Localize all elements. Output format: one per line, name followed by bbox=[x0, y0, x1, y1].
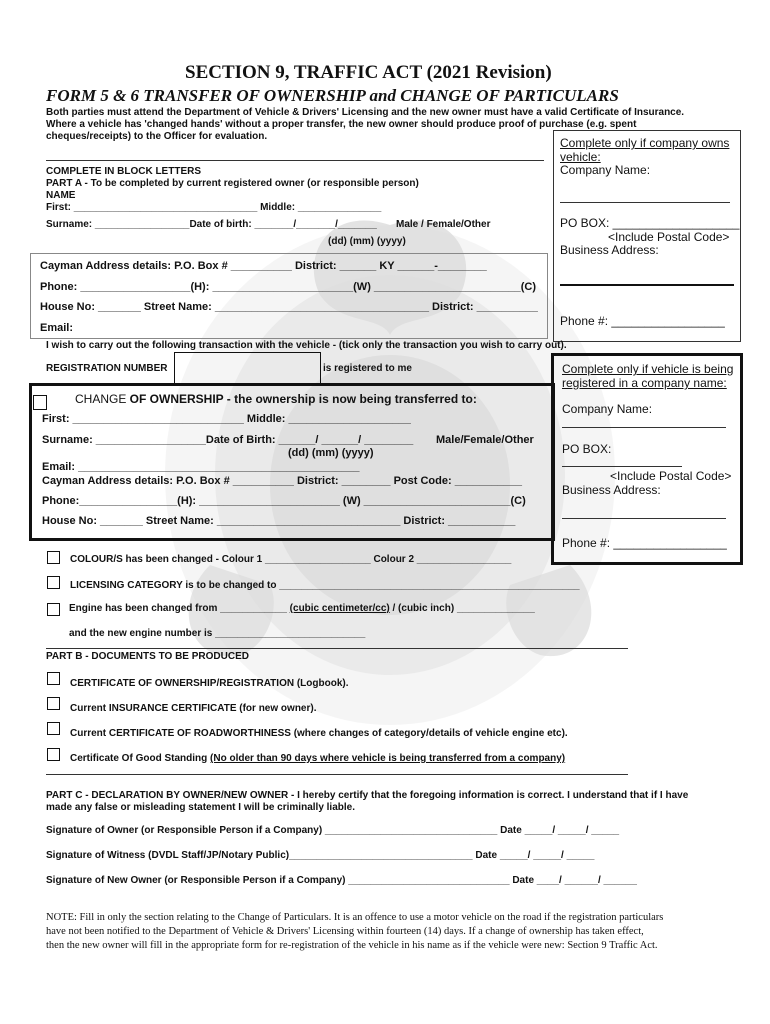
part-c-declaration-2: made any false or misleading statement I will be criminally liable. bbox=[46, 802, 355, 813]
company-box-1-name-label: Company Name: bbox=[560, 163, 651, 177]
company-box-2-business-address: Business Address: bbox=[562, 483, 661, 497]
part-a-email[interactable]: Email: bbox=[40, 322, 74, 334]
company-box-2-postal-note: <Include Postal Code> bbox=[610, 469, 732, 483]
part-b-item-good-standing: Certificate Of Good Standing (No older than 90 days where vehicle is being transferred from a company) bbox=[70, 753, 566, 764]
company-box-2-name-label: Company Name: bbox=[562, 402, 653, 416]
engine-number-field[interactable]: and the new engine number is ___________________________ bbox=[69, 628, 366, 639]
new-owner-date-format: (dd) (mm) (yyyy) bbox=[288, 447, 374, 459]
note-line-3: then the new owner will fill in the appropriate form for re-registration of the vehicle in his name as if the vehicle were new: Section 9 Traffic Act. bbox=[46, 940, 658, 951]
registration-number-input[interactable] bbox=[174, 352, 321, 384]
part-b-item-insurance: Current INSURANCE CERTIFICATE (for new owner). bbox=[70, 703, 317, 714]
engine-change-checkbox[interactable] bbox=[47, 603, 60, 616]
signature-new-owner-field[interactable]: Signature of New Owner (or Responsible Person if a Company) _____________________________ Date ____/ ______/ ______ bbox=[46, 875, 637, 886]
note-line-1: NOTE: Fill in only the section relating to the Change of Particulars. It is an offence to use a motor vehicle on the road if the registration particulars bbox=[46, 912, 664, 923]
roadworthiness-checkbox[interactable] bbox=[47, 722, 60, 735]
part-c-declaration-1: PART C - DECLARATION BY OWNER/NEW OWNER - I hereby certify that the foregoing information is correct. I understand that if I have bbox=[46, 790, 689, 801]
company-box-2-po-box[interactable]: PO BOX: bbox=[562, 442, 612, 456]
intro-line-3: cheques/receipts) to the Officer for evaluation. bbox=[46, 131, 268, 142]
registration-label: REGISTRATION NUMBER bbox=[46, 363, 168, 374]
company-box-2-phone[interactable]: Phone #: _________________ bbox=[562, 536, 727, 550]
block-letters-note: COMPLETE IN BLOCK LETTERS bbox=[46, 166, 201, 177]
page-subtitle: FORM 5 & 6 TRANSFER OF OWNERSHIP and CHANGE OF PARTICULARS bbox=[46, 86, 619, 105]
part-a-surname-field[interactable]: Surname: _________________Date of birth: _______/_______/_______ bbox=[46, 219, 377, 230]
new-owner-gender[interactable]: Male/Female/Other bbox=[436, 434, 534, 446]
intro-line-1: Both parties must attend the Department of Vehicle & Drivers' Licensing and the new owner must have a valid Certificate of Insurance. bbox=[46, 107, 685, 118]
part-b-item-roadworthiness: Current CERTIFICATE OF ROADWORTHINESS (where changes of category/details of vehicle engine etc). bbox=[70, 728, 568, 739]
company-box-1-po-box[interactable]: PO BOX: ___________________ bbox=[560, 216, 740, 230]
company-box-1-business-address: Business Address: bbox=[560, 243, 659, 257]
part-a-cayman-address[interactable]: Cayman Address details: P.O. Box # __________ District: ______ KY ______-________ bbox=[40, 260, 487, 272]
signature-witness-field[interactable]: Signature of Witness (DVDL Staff/JP/Notary Public)_________________________________ Date _____/ _____/ _____ bbox=[46, 850, 595, 861]
good-standing-checkbox[interactable] bbox=[47, 748, 60, 761]
part-a-phone[interactable]: Phone: __________________(H): _______________________(W) ________________________(C) bbox=[40, 281, 537, 293]
part-b-item-logbook: CERTIFICATE OF OWNERSHIP/REGISTRATION (Logbook). bbox=[70, 678, 349, 689]
new-owner-first-field[interactable]: First: ____________________________ Middle: ____________________ bbox=[42, 413, 411, 425]
part-a-date-format: (dd) (mm) (yyyy) bbox=[328, 236, 406, 247]
engine-change-field[interactable]: Engine has been changed from ____________ (cubic centimeter/cc) / (cubic inch) ______________ bbox=[69, 603, 535, 614]
registration-suffix: is registered to me bbox=[323, 363, 412, 374]
licensing-change-field[interactable]: LICENSING CATEGORY is to be changed to ______________________________________________________ bbox=[70, 580, 580, 591]
part-a-gender[interactable]: Male / Female/Other bbox=[396, 219, 491, 230]
page-title: SECTION 9, TRAFFIC ACT (2021 Revision) bbox=[185, 62, 552, 83]
note-line-2: have not been notified to the Department of Vehicle & Drivers' Licensing within fourteen (14) days. If a change of ownership has taken effect, bbox=[46, 926, 644, 937]
intro-line-2: Where a vehicle has 'changed hands' without a proper transfer, the new owner should produce proof of purchase (e.g. spent bbox=[46, 119, 637, 130]
colour-change-field[interactable]: COLOUR/S has been changed - Colour 1 ___________________ Colour 2 _________________ bbox=[70, 554, 512, 565]
company-box-1-phone[interactable]: Phone #: _________________ bbox=[560, 314, 725, 328]
licensing-change-checkbox[interactable] bbox=[47, 576, 60, 589]
new-owner-phone[interactable]: Phone:________________(H): _______________________ (W) ________________________(C) bbox=[42, 495, 526, 507]
company-box-1-postal-note: <Include Postal Code> bbox=[608, 230, 730, 244]
part-a-name-label: NAME bbox=[46, 190, 76, 201]
new-owner-cayman-address[interactable]: Cayman Address details: P.O. Box # __________ District: ________ Post Code: ___________ bbox=[42, 475, 522, 487]
colour-change-checkbox[interactable] bbox=[47, 551, 60, 564]
new-owner-email[interactable]: Email: ______________________________________________ bbox=[42, 461, 360, 473]
part-b-heading: PART B - DOCUMENTS TO BE PRODUCED bbox=[46, 651, 249, 662]
new-owner-surname-field[interactable]: Surname: __________________Date of Birth: ______/ ______/ ________ bbox=[42, 434, 414, 446]
insurance-checkbox[interactable] bbox=[47, 697, 60, 710]
new-owner-house[interactable]: House No: _______ Street Name: ______________________________ District: ___________ bbox=[42, 515, 516, 527]
transaction-note: I wish to carry out the following transaction with the vehicle - (tick only the transaction you wish to carry out). bbox=[46, 340, 567, 351]
part-a-heading: PART A - To be completed by current registered owner (or responsible person) bbox=[46, 178, 419, 189]
signature-owner-field[interactable]: Signature of Owner (or Responsible Person if a Company) _______________________________ Date _____/ _____/ _____ bbox=[46, 825, 620, 836]
company-box-2-heading: Complete only if vehicle is being registered in a company name: bbox=[562, 362, 734, 390]
part-a-house[interactable]: House No: _______ Street Name: ___________________________________ District: __________ bbox=[40, 301, 538, 313]
change-ownership-heading: CHANGE OF OWNERSHIP - the ownership is now being transferred to: bbox=[75, 392, 477, 406]
change-ownership-checkbox[interactable] bbox=[33, 395, 47, 410]
company-box-1-heading: Complete only if company owns vehicle: bbox=[560, 136, 730, 164]
logbook-checkbox[interactable] bbox=[47, 672, 60, 685]
part-a-first-field[interactable]: First: _________________________________ Middle: _______________ bbox=[46, 202, 382, 213]
